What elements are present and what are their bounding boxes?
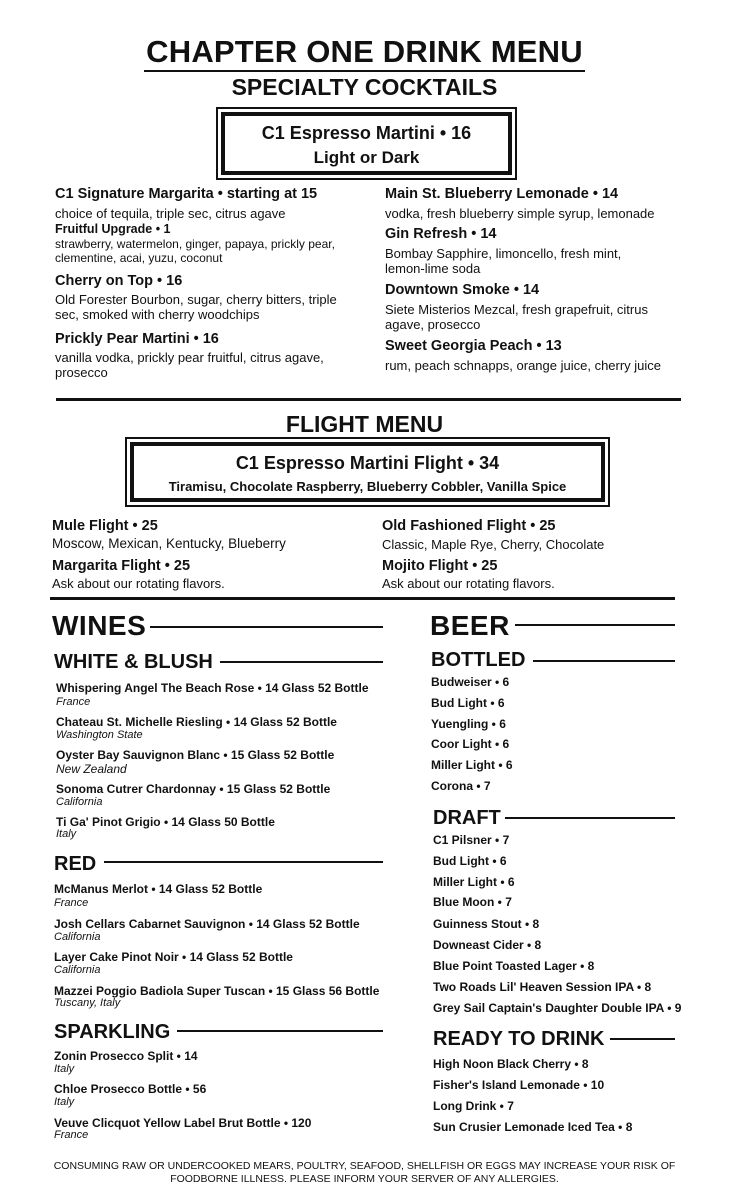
wine-name: Josh Cellars Cabarnet Sauvignon • 14 Glass 52 Bottle	[54, 917, 360, 931]
draft-beer: Blue Moon • 7	[433, 895, 512, 909]
featured-flight-line1: C1 Espresso Martini Flight • 34	[235, 453, 500, 473]
allergy-disclaimer	[40, 1160, 689, 1186]
section-divider	[56, 398, 681, 401]
featured-flight-line2: Tiramisu, Chocolate Raspberry, Blueberry Cobbler, Vanilla Spice	[168, 479, 567, 494]
sparkling-heading: SPARKLING	[54, 1021, 171, 1043]
rtd-beverage: Sun Crusier Lemonade Iced Tea • 8	[433, 1120, 633, 1134]
wines-rule	[150, 626, 383, 628]
cocktail-name: Sweet Georgia Peach • 13	[385, 338, 562, 354]
bottled-rule	[533, 660, 675, 662]
draft-beer: C1 Pilsner • 7	[433, 833, 510, 847]
rtd-beverage: High Noon Black Cherry • 8	[433, 1057, 589, 1071]
wine-name: Veuve Clicquot Yellow Label Brut Bottle • 120	[54, 1116, 312, 1130]
draft-beer: Guinness Stout • 8	[433, 917, 540, 931]
wine-name: Whispering Angel The Beach Rose • 14 Glass 52 Bottle	[56, 681, 369, 695]
featured-specialty-line1: C1 Espresso Martini • 16	[261, 123, 472, 143]
wine-name: McManus Merlot • 14 Glass 52 Bottle	[54, 882, 263, 896]
draft-beer: Grey Sail Captain's Daughter Double IPA • 9	[433, 1001, 682, 1015]
wine-name: Layer Cake Pinot Noir • 14 Glass 52 Bottle	[54, 950, 293, 964]
rtd-beverage: Fisher's Island Lemonade • 10	[433, 1078, 605, 1092]
bottled-beer: Coor Light • 6	[431, 737, 510, 751]
flight-item-name: Margarita Flight • 25	[52, 558, 191, 574]
sparkling-rule	[177, 1030, 383, 1032]
flight-heading: FLIGHT MENU	[285, 411, 444, 437]
cocktail-name: C1 Signature Margarita • starting at 15	[55, 186, 318, 202]
draft-heading: DRAFT	[433, 807, 501, 829]
wine-origin: Italy	[56, 828, 77, 840]
wines-heading: WINES	[52, 610, 147, 641]
wine-origin: France	[54, 1129, 89, 1141]
cocktail-desc: Bombay Sapphire, limoncello, fresh mint, lemon-lime soda	[385, 246, 622, 276]
wine-name: Sonoma Cutrer Chardonnay • 15 Glass 52 Bottle	[56, 782, 331, 796]
wine-name: Zonin Prosecco Split • 14	[54, 1049, 198, 1063]
cocktail-desc: vodka, fresh blueberry simple syrup, lemonade	[385, 206, 655, 221]
beer-rule	[515, 624, 675, 626]
flight-item-desc: Ask about our rotating flavors.	[382, 576, 555, 591]
wine-origin: California	[54, 931, 101, 943]
flight-item-name: Old Fashioned Flight • 25	[382, 518, 556, 534]
bottled-beer: Miller Light • 6	[431, 758, 513, 772]
wine-origin: Washington State	[56, 729, 143, 741]
bottled-beer: Bud Light • 6	[431, 696, 505, 710]
wine-name: Chateau St. Michelle Riesling • 14 Glass 52 Bottle	[56, 715, 337, 729]
draft-beer: Two Roads Lil' Heaven Session IPA • 8	[433, 980, 652, 994]
bottled-beer: Yuengling • 6	[431, 717, 506, 731]
bottled-heading: BOTTLED	[431, 649, 526, 671]
wine-origin: New Zealand	[56, 762, 127, 776]
white-blush-heading: WHITE & BLUSH	[54, 651, 213, 673]
white-rule	[220, 661, 383, 663]
draft-beer: Bud Light • 6	[433, 854, 507, 868]
flight-item-desc: Ask about our rotating flavors.	[52, 576, 225, 591]
cocktail-name: Gin Refresh • 14	[385, 226, 497, 242]
featured-specialty-line2: Light or Dark	[313, 148, 420, 167]
wine-name: Mazzei Poggio Badiola Super Tuscan • 15 Glass 56 Bottle	[54, 984, 380, 998]
cocktail-name: Prickly Pear Martini • 16	[55, 331, 219, 347]
menu-title: CHAPTER ONE DRINK MENU	[0, 34, 729, 70]
ready-to-drink-heading: READY TO DRINK	[433, 1028, 605, 1050]
wine-origin: California	[56, 796, 103, 808]
bottled-beer: Budweiser • 6	[431, 675, 510, 689]
cocktail-desc: choice of tequila, triple sec, citrus agave	[55, 206, 286, 221]
wine-name: Ti Ga' Pinot Grigio • 14 Glass 50 Bottle	[56, 815, 275, 829]
section-divider	[50, 597, 675, 600]
wine-origin: Tuscany, Italy	[54, 997, 121, 1009]
wine-origin: California	[54, 964, 101, 976]
draft-beer: Downeast Cider • 8	[433, 938, 542, 952]
wine-origin: France	[54, 897, 89, 909]
wine-name: Oyster Bay Sauvignon Blanc • 15 Glass 52 Bottle	[56, 748, 335, 762]
disclaimer-line1: CONSUMING RAW OR UNDERCOOKED MEARS, POULTRY, SEAFOOD, SHELLFISH OR EGGS MAY INCREASE YOUR RISK OF	[53, 1160, 676, 1172]
bottled-beer: Corona • 7	[431, 779, 491, 793]
cocktail-desc: vanilla vodka, prickly pear fruitful, citrus agave, prosecco	[55, 350, 324, 380]
beer-heading: BEER	[430, 610, 510, 641]
draft-rule	[505, 817, 675, 819]
rtd-rule	[610, 1038, 675, 1040]
draft-beer: Miller Light • 6	[433, 875, 515, 889]
red-rule	[104, 861, 383, 863]
red-heading: RED	[54, 853, 97, 875]
rtd-beverage: Long Drink • 7	[433, 1099, 514, 1113]
cocktail-name: Main St. Blueberry Lemonade • 14	[385, 186, 619, 202]
draft-beer: Blue Point Toasted Lager • 8	[433, 959, 595, 973]
flight-item-name: Mojito Flight • 25	[382, 558, 498, 574]
upgrade-desc: strawberry, watermelon, ginger, papaya, prickly pear, clementine, acai, yuzu, coconut	[55, 237, 335, 265]
cocktail-name: Downtown Smoke • 14	[385, 282, 540, 298]
upgrade-name: Fruitful Upgrade • 1	[55, 222, 171, 236]
wine-origin: Italy	[54, 1096, 75, 1108]
wine-name: Chloe Prosecco Bottle • 56	[54, 1082, 207, 1096]
cocktail-name: Cherry on Top • 16	[55, 273, 183, 289]
featured-box-specialty	[216, 107, 517, 180]
wine-origin: Italy	[54, 1063, 75, 1075]
specialty-heading: SPECIALTY COCKTAILS	[231, 74, 498, 100]
flight-item-desc: Classic, Maple Rye, Cherry, Chocolate	[382, 537, 605, 552]
flight-item-name: Mule Flight • 25	[52, 518, 158, 534]
cocktail-desc: Siete Misterios Mezcal, fresh grapefruit, citrus agave, prosecco	[385, 302, 648, 332]
cocktail-desc: Old Forester Bourbon, sugar, cherry bitters, triple sec, smoked with cherry woodchips	[55, 292, 337, 322]
wine-origin: France	[56, 696, 91, 708]
disclaimer-line2: FOODBORNE ILLNESS. PLEASE INFORM YOUR SERVER OF ANY ALLERGIES.	[170, 1173, 559, 1185]
cocktail-desc: rum, peach schnapps, orange juice, cherry juice	[385, 358, 662, 373]
flight-item-desc: Moscow, Mexican, Kentucky, Blueberry	[52, 536, 286, 551]
featured-box-flight	[125, 437, 610, 507]
